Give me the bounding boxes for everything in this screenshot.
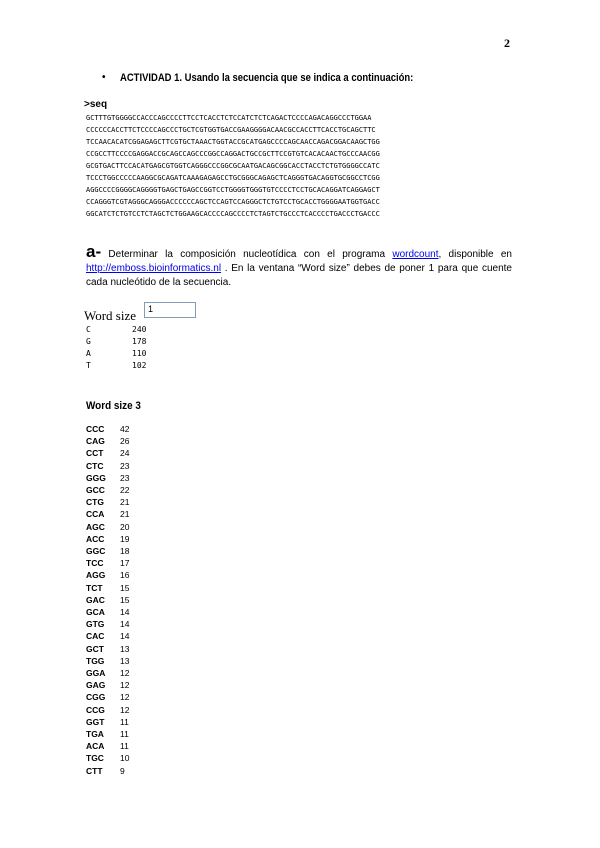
count-cell: 14 xyxy=(120,607,130,618)
count-cell: 13 xyxy=(120,655,130,666)
word-cell: CAC xyxy=(86,631,105,642)
word-cell: TGA xyxy=(86,729,104,740)
table-row xyxy=(86,324,146,336)
table-row xyxy=(86,348,146,360)
table-row xyxy=(86,606,129,618)
count-cell: 102 xyxy=(132,361,147,370)
page-number: 2 xyxy=(504,36,510,50)
table-row xyxy=(86,618,129,630)
word-cell: CGG xyxy=(86,692,106,703)
sequence-block xyxy=(86,112,389,220)
word-cell: TGG xyxy=(86,655,105,666)
count-cell: 178 xyxy=(132,337,147,346)
count-cell: 16 xyxy=(120,570,130,581)
count-cell: 21 xyxy=(120,509,130,520)
count-cell: 10 xyxy=(120,753,130,764)
word-size-input[interactable]: 1 xyxy=(144,302,196,318)
table-row xyxy=(86,752,129,764)
word-cell: GGC xyxy=(86,546,106,557)
task-text: . En la ventana “Word size” debes de poner 1 para que cuente cada nucleótido de la secuencia. xyxy=(86,263,512,288)
count-cell: 26 xyxy=(120,436,130,447)
count-cell: 14 xyxy=(120,619,130,630)
table-row xyxy=(86,447,129,459)
count-cell: 22 xyxy=(120,485,130,496)
table-row xyxy=(86,630,129,642)
sequence-line: TCCAACACATCGGAGAGCTTCGTGCTAAACTGGTACCGCATGAGCCCCAGCAACCAGACGGACAAGCTGG xyxy=(86,137,380,146)
count-cell: 24 xyxy=(120,448,130,459)
count-cell: 12 xyxy=(120,692,130,703)
word-cell: AGG xyxy=(86,570,106,581)
table-row xyxy=(86,643,129,655)
table-row xyxy=(86,545,129,557)
count-cell: 11 xyxy=(120,729,129,740)
task-text: , disponible en xyxy=(438,249,512,260)
table-row xyxy=(86,667,129,679)
word-cell: CTT xyxy=(86,765,103,776)
table-row xyxy=(86,496,129,508)
count-cell: 13 xyxy=(120,643,130,654)
table-row xyxy=(86,704,129,716)
word-cell: TCC xyxy=(86,558,104,569)
word-cell: G xyxy=(86,337,91,346)
count-cell: 11 xyxy=(120,716,129,727)
word-size-3-table xyxy=(86,423,129,777)
count-cell: 14 xyxy=(120,631,130,642)
count-cell: 20 xyxy=(120,521,130,532)
table-row xyxy=(86,728,129,740)
table-row xyxy=(86,508,129,520)
word-cell: ACA xyxy=(86,741,105,752)
sequence-line: AGGCCCCGGGGCAGGGGTGAGCTGAGCCGGTCCTGGGGTGGGTGTCCCCTCCTGCACAGGATCAGGAGCT xyxy=(86,185,380,194)
table-row xyxy=(86,484,129,496)
word-cell: AGC xyxy=(86,521,105,532)
table-row xyxy=(86,655,129,667)
table-row xyxy=(86,336,146,348)
word-cell: GTG xyxy=(86,619,105,630)
word-cell: T xyxy=(86,361,91,370)
count-cell: 21 xyxy=(120,497,130,508)
table-row xyxy=(86,521,129,533)
count-cell: 12 xyxy=(120,668,130,679)
word-cell: A xyxy=(86,349,91,358)
word-cell: ACC xyxy=(86,533,105,544)
table-row xyxy=(86,716,129,728)
activity-title: ACTIVIDAD 1. Usando la secuencia que se indica a continuación: xyxy=(120,72,414,84)
word-cell: CTG xyxy=(86,497,104,508)
task-text: Determinar la composición nucleotídica con el programa xyxy=(101,249,393,260)
word-cell: CTC xyxy=(86,460,104,471)
count-cell: 42 xyxy=(120,424,130,434)
bullet-icon: • xyxy=(102,72,106,83)
table-row xyxy=(86,472,129,484)
count-cell: 12 xyxy=(120,704,130,715)
table-row xyxy=(86,765,129,777)
sequence-line: GCTTTGTGGGGCCACCCAGCCCCTTCCTCACCTCTCCATCTCTCAGACTCCCCAGACAGGCCCTGGAA xyxy=(86,113,372,122)
word-cell: GCC xyxy=(86,485,105,496)
count-cell: 15 xyxy=(120,594,130,605)
word-cell: GAG xyxy=(86,680,106,691)
count-cell: 11 xyxy=(120,741,129,752)
word-cell: CCT xyxy=(86,448,104,459)
table-row xyxy=(86,435,129,447)
count-cell: 9 xyxy=(120,765,125,776)
word-cell: CCC xyxy=(86,424,105,434)
table-row xyxy=(86,679,129,691)
word-cell: TCT xyxy=(86,582,103,593)
task-paragraph xyxy=(86,242,512,290)
table-row xyxy=(86,460,129,472)
word-size-label: Word size xyxy=(84,308,137,323)
word-size-3-title: Word size 3 xyxy=(86,400,141,412)
count-cell: 110 xyxy=(132,349,147,358)
word-cell: CAG xyxy=(86,436,105,447)
count-cell: 19 xyxy=(120,533,130,544)
table-row xyxy=(86,423,129,435)
task-letter: a- xyxy=(86,242,102,261)
word-cell: GGA xyxy=(86,668,106,679)
sequence-line: CCGCCTTCCCCGAGGACCGCAGCCAGCCCGGCCAGGACTGCCGCTTCCGTGTCACACAACTGCCCAACGG xyxy=(86,149,380,158)
count-cell: 18 xyxy=(120,546,130,557)
table-row xyxy=(86,569,129,581)
count-cell: 12 xyxy=(120,680,130,691)
table-row xyxy=(86,594,129,606)
table-row xyxy=(86,360,146,372)
word-cell: GGG xyxy=(86,472,106,483)
word-cell: GCT xyxy=(86,643,104,654)
word-cell: CCA xyxy=(86,509,105,520)
word-size-1-table xyxy=(86,324,146,372)
word-cell: GCA xyxy=(86,607,105,618)
sequence-header: >seq xyxy=(84,99,108,110)
word-cell: CCG xyxy=(86,704,105,715)
sequence-line: GGCATCTCTGTCCTCTAGCTCTGGAAGCACCCCAGCCCCTCTAGTCTGCCCTCACCCCTGACCCTGACCC xyxy=(86,209,380,218)
word-cell: TGC xyxy=(86,753,104,764)
wordcount-link[interactable]: wordcount xyxy=(392,249,439,260)
sequence-line: TCCCTGGCCCCCAAGGCGCAGATCAAAGAGAGCCTGCGGGCAGAGCTCAGGGTGACAGGTGCGGCCTCGG xyxy=(86,173,380,182)
count-cell: 15 xyxy=(120,582,130,593)
word-cell: GAC xyxy=(86,594,105,605)
table-row xyxy=(86,557,129,569)
count-cell: 23 xyxy=(120,460,130,471)
sequence-line: GCGTGACTTCCACATGAGCGTGGTCAGGGCCCGGCGCAATGACAGCGGCACCTACCTCTGTGGGGCCATC xyxy=(86,161,380,170)
word-cell: C xyxy=(86,325,91,334)
word-cell: GGT xyxy=(86,716,105,727)
table-row xyxy=(86,691,129,703)
count-cell: 23 xyxy=(120,472,130,483)
count-cell: 240 xyxy=(132,325,147,334)
sequence-line: CCAGGGTCGTAGGGCAGGGACCCCCCAGCTCCAGTCCAGGGCTCTGTCCTGCACCTGGGGAATGGTGACC xyxy=(86,197,380,206)
table-row xyxy=(86,740,129,752)
table-row xyxy=(86,533,129,545)
count-cell: 17 xyxy=(120,558,130,569)
sequence-line: CCCCCCACCTTCTCCCCAGCCCTGCTCGTGGTGACCGAAGGGGACAACGCCACCTTCACCTGCAGCTTC xyxy=(86,125,376,134)
emboss-link[interactable]: http://emboss.bioinformatics.nl xyxy=(86,263,222,274)
table-row xyxy=(86,582,129,594)
